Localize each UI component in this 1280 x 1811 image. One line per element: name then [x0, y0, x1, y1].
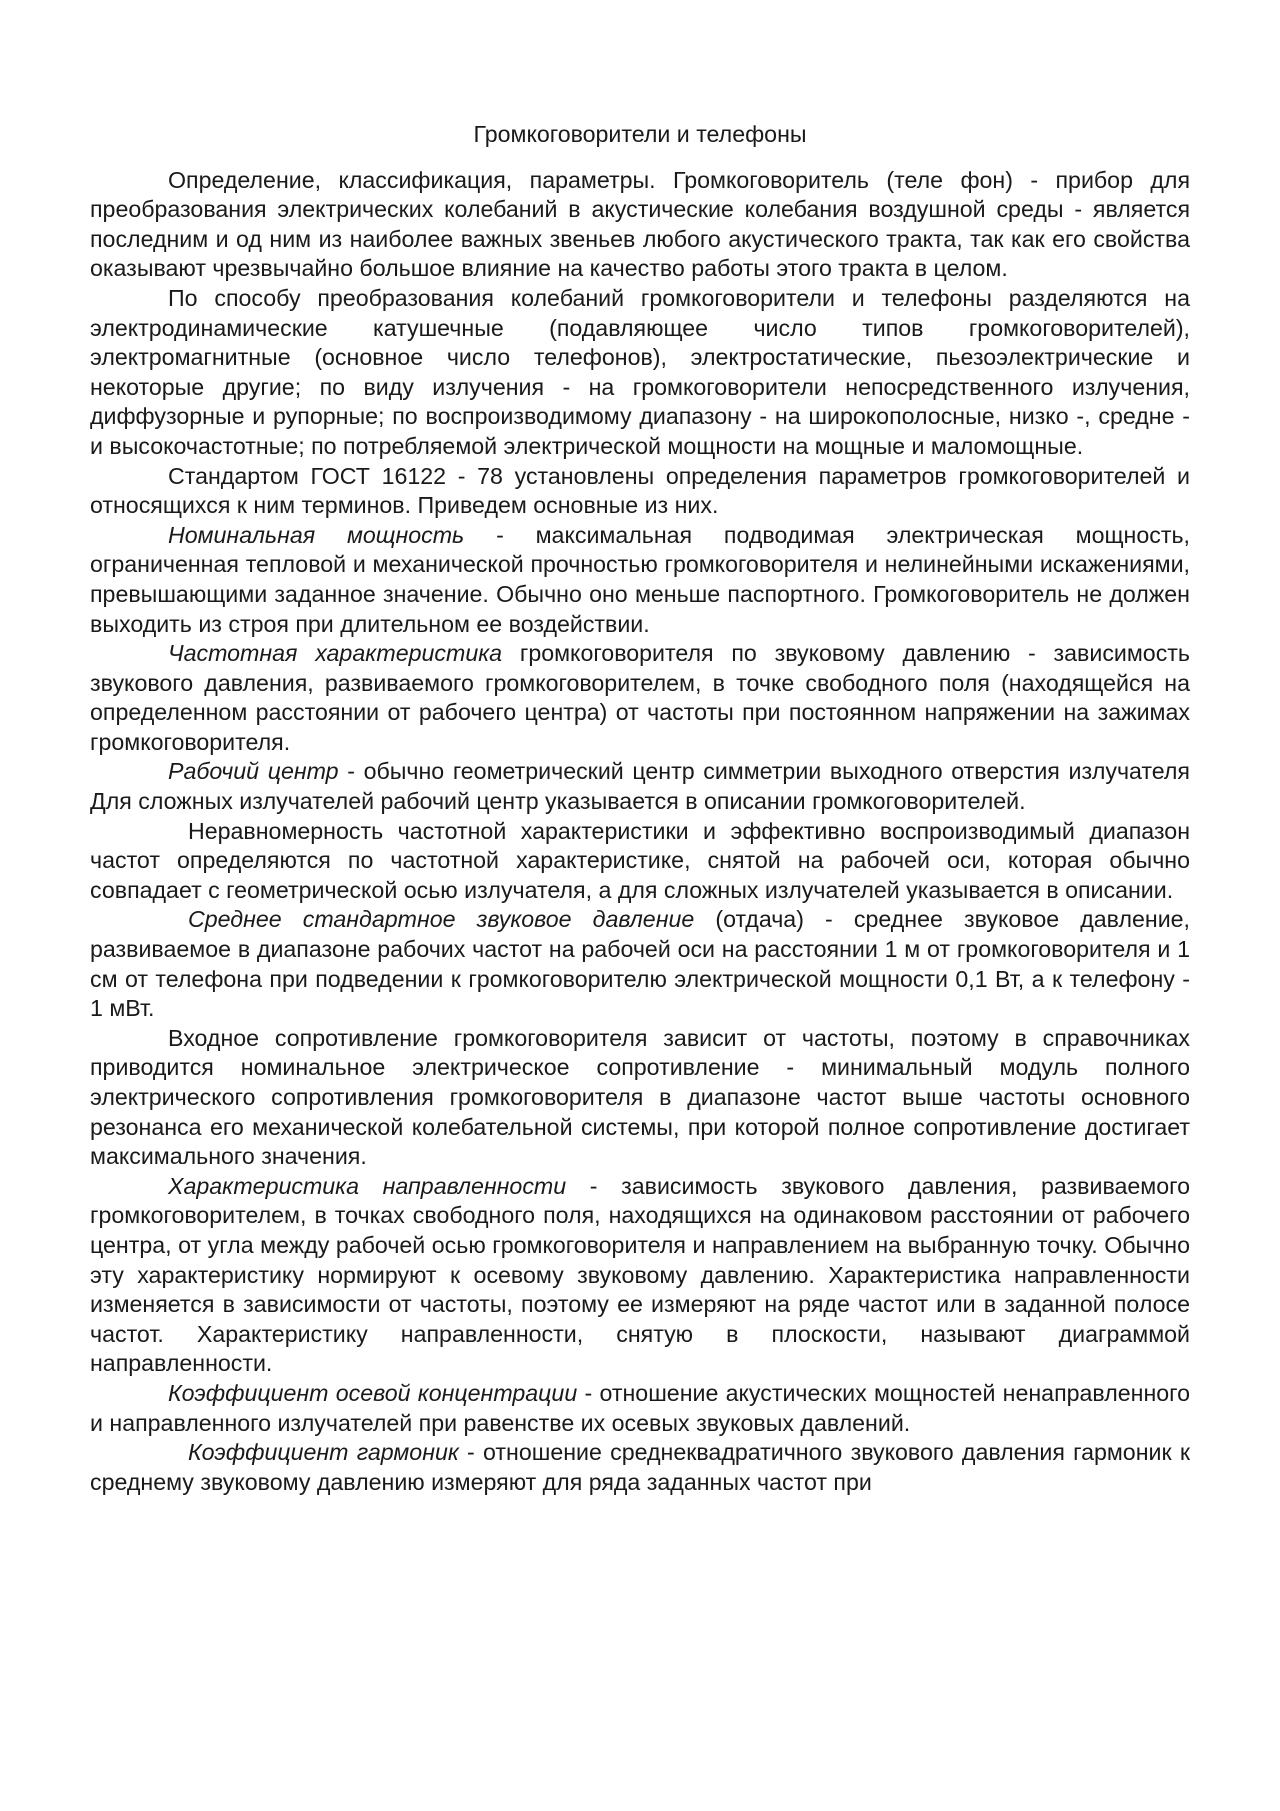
term-directivity: Характеристика направленности	[168, 1172, 567, 1199]
paragraph-directivity	[90, 1172, 1190, 1379]
term-nominal-power: Номинальная мощность	[168, 521, 465, 548]
paragraph-gost-standard	[90, 462, 1190, 521]
paragraph-text: Входное сопротивление громкоговорителя зависит от частоты, поэтому в справочниках приводится номинальное электрическое сопротивление - минимальный модуль полного электрического сопротивления громкоговорителя в диапазоне частот выше частоты основного резонанса его механической колебательной системы, при которой полное сопротивление достигает максимального значения.	[90, 1024, 1190, 1170]
term-average-pressure: Среднее стандартное звуковое давление	[188, 906, 695, 933]
paragraph-text: По способу преобразования колебаний громкоговорители и телефоны разделяются на электродинамические катушечные (подавляющее число типов громкоговорителей), электромагнитные (основное число телефонов), электростатические, пьезоэлектрические и некоторые другие; по виду излучения - на громкоговорители непосредственного излучения, диффузорные и рупорные; по воспроизводимому диапазону - на широкополосные, низко -, средне - и высокочастотные; по потребляемой электрической мощности на мощные и маломощные.	[90, 284, 1190, 459]
term-axial-concentration: Коэффициент осевой концентрации	[168, 1379, 578, 1406]
term-working-center: Рабочий центр	[168, 758, 339, 785]
paragraph-text: (отдача) - среднее звуковое давление, развиваемое в диапазоне рабочих частот на рабочей оси на расстоянии 1 м от громкоговорителя и 1 см от телефона при подведении к громкоговорителю электрической мощности 0,1 Вт, а к телефону - 1 мВт.	[90, 906, 1190, 1022]
paragraph-nominal-power	[90, 521, 1190, 639]
paragraph-text: Неравномерность частотной характеристики и эффективно воспроизводимый диапазон частот определяются по частотной характеристике, снятой на рабочей оси, которая обычно совпадает с геометрической осью излучателя, а для сложных излучателей указывается в описании.	[90, 817, 1190, 903]
paragraph-classification	[90, 284, 1190, 462]
term-frequency-response: Частотная характеристика	[168, 640, 503, 667]
document-page	[90, 120, 1190, 1497]
paragraph-definition	[90, 166, 1190, 284]
paragraph-text: Стандартом ГОСТ 16122 - 78 установлены определения параметров громкоговорителей и относящихся к ним терминов. Приведем основные из них.	[90, 462, 1190, 519]
paragraph-axial-concentration	[90, 1379, 1190, 1438]
paragraph-average-pressure	[90, 905, 1190, 1023]
paragraph-nonuniformity	[90, 817, 1190, 906]
term-harmonic-coefficient: Коэффициент гармоник	[188, 1439, 459, 1466]
paragraph-text: громкоговорителя по звуковому давлению - зависимость звукового давления, развиваемого громкоговорителем, в точке свободного поля (находящейся на определенном расстоянии от рабочего центра) от частоты при постоянном напряжении на зажимах громкоговорителя.	[90, 640, 1190, 755]
paragraph-text: Определение, классификация, параметры. Громкоговоритель (теле фон) - прибор для преобразования электрических колебаний в акустические колебания воздушной среды - является последним и од ним из наиболее важных звеньев любого акустического тракта, так как его свойства оказывают чрезвычайно большое влияние на качество работы этого тракта в целом.	[90, 166, 1190, 282]
paragraph-input-impedance	[90, 1024, 1190, 1172]
paragraph-text: - отношение акустических мощностей ненаправленного и направленного излучателей при равенстве их осевых звуковых давлений.	[90, 1379, 1190, 1436]
paragraph-text: - обычно геометрический центр симметрии выходного отверстия излучателя Для сложных излучателей рабочий центр указывается в описании громкоговорителей.	[90, 758, 1190, 815]
page-title: Громкоговорители и телефоны	[473, 121, 807, 147]
paragraph-working-center	[90, 757, 1190, 816]
paragraph-text: - зависимость звукового давления, развиваемого громкоговорителем, в точках свободного поля, находящихся на одинаковом расстоянии от рабочего центра, от угла между рабочей осью громкоговорителя и направлением на выбранную точку. Обычно эту характеристику нормируют к осевому звуковому давлению. Характеристика направленности изменяется в зависимости от частоты, поэтому ее измеряют на ряде частот или в заданной полосе частот. Характеристику направленности, снятую в плоскости, называют диаграммой направленности.	[90, 1172, 1190, 1377]
paragraph-text: - максимальная подводимая электрическая мощность, ограниченная тепловой и механической прочностью громкоговорителя и нелинейными искажениями, превышающими заданное значение. Обычно оно меньше паспортного. Громкоговоритель не должен выходить из строя при длительном ее воздействии.	[90, 521, 1190, 637]
paragraph-frequency-response	[90, 639, 1190, 757]
paragraph-harmonic-coefficient	[90, 1438, 1190, 1497]
paragraph-text: - отношение среднеквадратичного звукового давления гармоник к среднему звуковому давлению измеряют для ряда заданных частот при	[90, 1439, 1190, 1495]
